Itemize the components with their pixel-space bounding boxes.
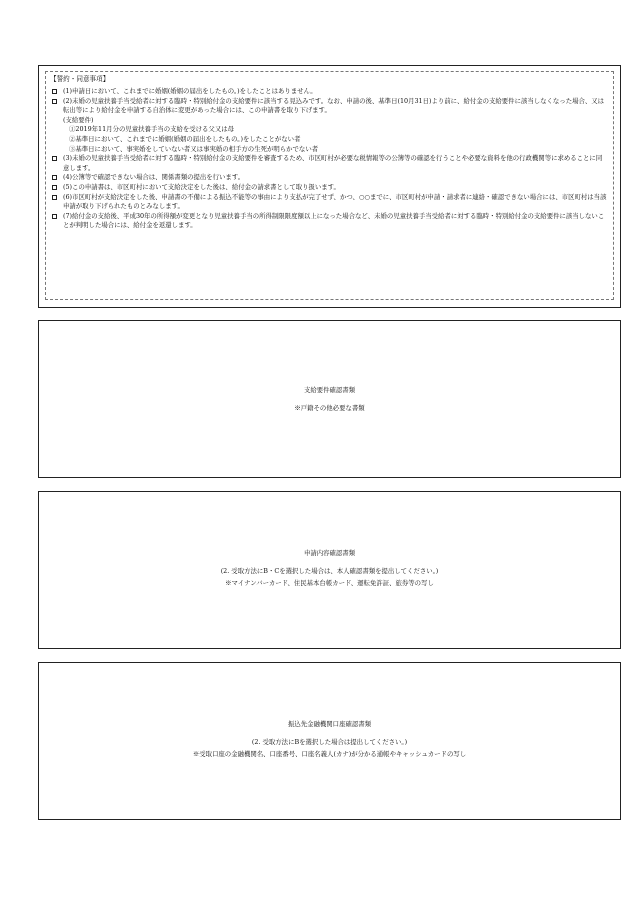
clause-1-text: (1)申請日において、これまでに婚姻(婚姻の届出をしたもの。)をしたことはありません。 [63,87,317,95]
checkbox-clause-5[interactable] [52,185,57,190]
requirement-1: ①2019年11月分の児童扶養手当の支給を受ける父又は母 [69,125,234,134]
oath-dashed-box [45,71,614,300]
requirement-3: ③基準日において、事実婚をしていない者又は事実婚の相手方の生死が明らかでない者 [69,144,319,153]
clause-2-text: (2)未婚の児童扶養手当受給者に対する臨時・特別給付金の支給要件に該当する見込みです。なお、申請の後、基準日(10月31日)より前に、給付金の支給要件に該当しなくなった場合、又は転出等により給付金を申請する自治体に変更があった場合には、この申請書を取り下げます。 [63,96,605,115]
checkbox-clause-6[interactable] [52,195,57,200]
checkbox-clause-2[interactable] [52,99,57,104]
clause-3[interactable] [52,154,608,173]
oath-title: 【誓約・同意事項】 [50,75,110,83]
clause-2[interactable] [52,97,608,116]
checkbox-clause-3[interactable] [52,156,57,161]
checkbox-clause-7[interactable] [52,214,57,219]
application-documents-instruction: (2. 受取方法にB・Cを選択した場合は、本人確認書類を提出してください。) [220,567,439,575]
application-documents-title: 申請内容確認書類 [303,549,356,557]
bank-documents-title: 振込先金融機関口座確認書類 [287,720,372,728]
support-documents-note: ※戸籍その他必要な書類 [294,404,365,412]
requirements-heading: (支給要件) [63,115,94,124]
checkbox-clause-4[interactable] [52,175,57,180]
application-documents-note: ※マイナンバーカード、住民基本台帳カード、運転免許証、旅券等の写し [225,579,434,587]
bank-documents-instruction: (2. 受取方法にBを選択した場合は提出してください。) [251,738,408,746]
application-documents-box [38,491,621,649]
clause-4[interactable] [52,173,608,183]
requirement-2: ②基準日において、これまでに婚姻(婚姻の届出をしたもの。)をしたことがない者 [69,134,301,143]
clause-1[interactable] [52,87,608,97]
clause-7-text: (7)給付金の支給後、平成30年の所得額が変更となり児童扶養手当の所得制限限度額以上になった場合など、未婚の児童扶養手当受給者に対する臨時・特別給付金の支給要件に該当しないことが判明した場合には、給付金を返還します。 [63,211,605,230]
clause-6[interactable] [52,193,608,212]
bank-account-documents-box [38,662,621,820]
clause-6-text: (6)市区町村が支給決定をした後、申請書の不備による振込不能等の事由により支払が完了せず、かつ、○○までに、市区町村が申請・請求者に連絡・確認できない場合には、市区町村は当該申請が取り下げられたものとみなします。 [63,192,607,211]
clause-5-text: (5)この申請書は、市区町村において支給決定をした後は、給付金の請求書として取り扱います。 [63,182,340,191]
oath-section [38,65,621,308]
clause-7[interactable] [52,212,608,231]
clause-5[interactable] [52,183,608,193]
clause-4-text: (4)公簿等で確認できない場合は、関係書類の提出を行います。 [63,173,245,182]
bank-documents-note: ※受取口座の金融機関名、口座番号、口座名義人(カナ)が分かる通帳やキャッシュカードの写し [192,750,467,758]
support-documents-title: 支給要件確認書類 [303,386,356,394]
checkbox-clause-1[interactable] [52,89,57,94]
support-documents-box [38,320,621,478]
clause-3-text: (3)未婚の児童扶養手当受給者に対する臨時・特別給付金の支給要件を審査するため、市区町村が必要な税情報等の公簿等の確認を行うことや必要な資料を他の行政機関等に求めることに同意します。 [63,154,603,172]
